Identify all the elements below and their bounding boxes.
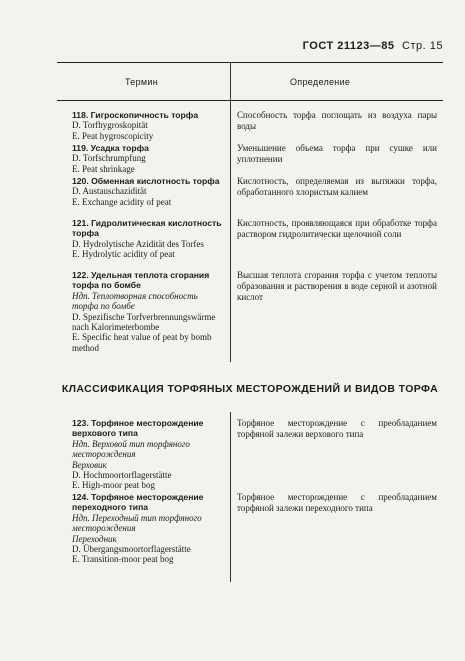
term-german: D. Austauschazidität [72,186,147,197]
column-header-definition: Определение [290,77,351,87]
term-124 [62,492,222,565]
term-german: D. Spezifische Torfverbrennungswärme nach Kalorimeterbombe [72,311,216,333]
term-german: D. Torfhygroskopität [72,120,148,131]
term-alt: Переходник [72,533,117,544]
table-top-rule [57,62,443,63]
term-title: 118. Гигроскопичность торфа [72,110,199,120]
definition-122: Высшая теплота сгорания торфа с учетом теплоты образования и растворения в воде серной и азотной кислот [237,270,437,302]
table-header-rule [57,100,443,101]
page-header [303,40,443,52]
term-title: 124. Торфяное месторождение переходного типа [72,492,204,513]
term-title: 119. Усадка торфа [72,143,149,153]
term-ndp: Ндп. Теплотворная способность торфа по бомбе [72,290,198,312]
term-english: E. Specific heat value of peat by bomb method [72,332,212,353]
definition-123: Торфяное месторождение с преобладанием торфяной залежи верхового типа [237,418,437,439]
definition-120: Кислотность, определяемая из вытяжки торфа, обработанного хлористым калием [237,176,437,197]
term-title: 121. Гидролитическая кислотность торфа [72,218,222,239]
term-german: D. Hochmoortorflagerstätte [72,470,172,481]
term-ndp: Ндп. Переходный тип торфяного месторождения [72,512,202,534]
term-english: E. Exchange acidity of peat [72,196,172,207]
section-title: КЛАССИФИКАЦИЯ ТОРФЯНЫХ МЕСТОРОЖДЕНИЙ И ВИДОВ ТОРФА [61,383,439,395]
definition-124: Торфяное месторождение с преобладанием торфяной залежи переходного типа [237,492,437,513]
term-title: 120. Обменная кислотность торфа [72,176,220,186]
term-122 [62,270,222,353]
standard-number: ГОСТ 21123—85 [302,40,395,52]
term-alt: Верховик [72,459,107,470]
column-divider [230,62,231,362]
term-120 [62,176,222,207]
term-121 [62,218,222,260]
term-english: E. Hydrolytic acidity of peat [72,249,175,260]
term-ndp: Ндп. Верховой тип торфяного месторождения [72,438,190,460]
definition-121: Кислотность, проявляющаяся при обработке торфа раствором гидролитически щелочной соли [237,218,437,239]
page-number: Стр. 15 [402,40,443,52]
term-title: 123. Торфяное месторождение верхового типа [72,418,204,439]
term-german: D. Übergangsmoortorflagerstätte [72,544,191,555]
term-english: E. Transition-moor peat bog [72,554,174,565]
term-title: 122. Удельная теплота сгорания торфа по бомбе [72,270,210,291]
column-divider-2 [230,412,231,582]
definition-118: Способность торфа поглощать из воздуха пары воды [237,110,437,131]
term-german: D. Hydrolytische Azidität des Torfes [72,238,204,249]
term-119 [62,143,222,174]
term-english: E. High-moor peat bog [72,480,155,491]
term-123 [62,418,222,491]
term-english: E. Peat shrinkage [72,163,135,174]
column-header-term: Термин [125,77,158,87]
term-german: D. Torfschrumpfung [72,153,146,164]
term-english: E. Peat hygroscopicity [72,130,154,141]
definition-119: Уменьшение объема торфа при сушке или уплотнении [237,143,437,164]
term-118 [62,110,222,141]
